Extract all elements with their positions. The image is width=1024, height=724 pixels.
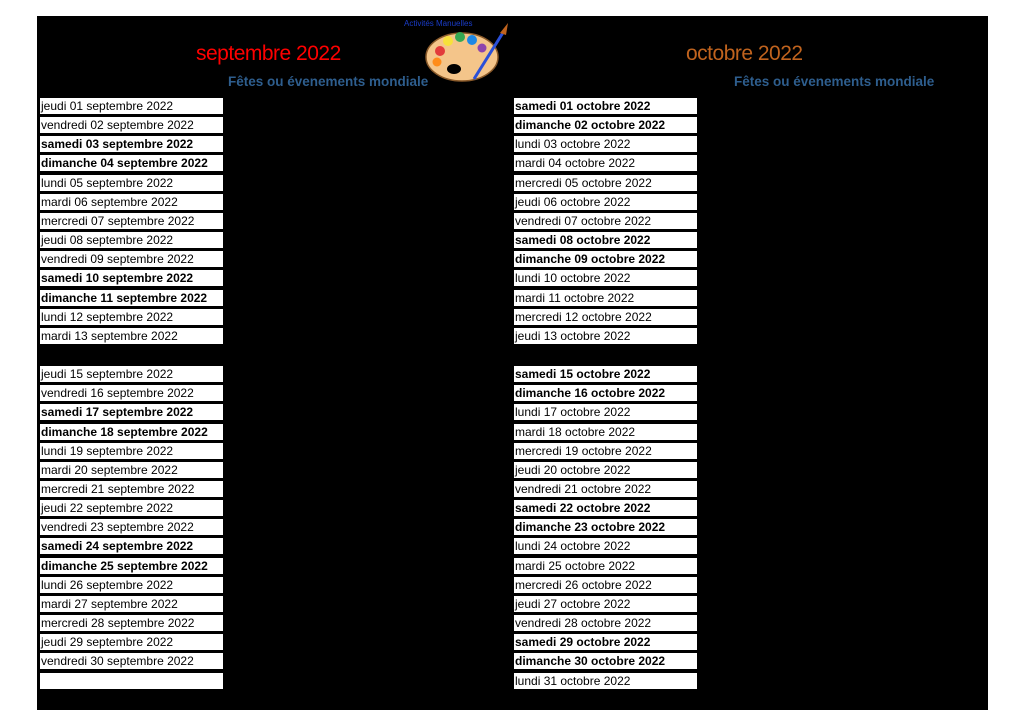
october-day-cell: jeudi 27 octobre 2022 xyxy=(513,595,698,613)
october-day-cell: lundi 31 octobre 2022 xyxy=(513,672,698,690)
september-day-cell: lundi 05 septembre 2022 xyxy=(39,174,224,192)
october-day-cell: dimanche 30 octobre 2022 xyxy=(513,652,698,670)
october-day-cell: lundi 24 octobre 2022 xyxy=(513,537,698,555)
october-day-cell: dimanche 02 octobre 2022 xyxy=(513,116,698,134)
september-day-cell: lundi 19 septembre 2022 xyxy=(39,442,224,460)
september-day-cell: jeudi 15 septembre 2022 xyxy=(39,365,224,383)
september-day-cell: jeudi 08 septembre 2022 xyxy=(39,231,224,249)
october-day-cell: jeudi 06 octobre 2022 xyxy=(513,193,698,211)
october-day-cell: vendredi 07 octobre 2022 xyxy=(513,212,698,230)
october-day-cell: mardi 25 octobre 2022 xyxy=(513,557,698,575)
september-day-cell: samedi 17 septembre 2022 xyxy=(39,403,224,421)
october-day-cell: mardi 18 octobre 2022 xyxy=(513,423,698,441)
september-day-cell: vendredi 23 septembre 2022 xyxy=(39,518,224,536)
october-day-cell: mercredi 26 octobre 2022 xyxy=(513,576,698,594)
september-day-cell: vendredi 02 septembre 2022 xyxy=(39,116,224,134)
september-day-cell: mercredi 28 septembre 2022 xyxy=(39,614,224,632)
september-day-cell: samedi 10 septembre 2022 xyxy=(39,269,224,287)
september-day-cell: mardi 20 septembre 2022 xyxy=(39,461,224,479)
october-day-cell: lundi 03 octobre 2022 xyxy=(513,135,698,153)
september-day-cell: dimanche 04 septembre 2022 xyxy=(39,154,224,172)
october-day-cell: samedi 01 octobre 2022 xyxy=(513,97,698,115)
september-day-cell: mardi 06 septembre 2022 xyxy=(39,193,224,211)
september-day-cell: dimanche 18 septembre 2022 xyxy=(39,423,224,441)
october-day-cell: mercredi 19 octobre 2022 xyxy=(513,442,698,460)
october-day-cell: mardi 04 octobre 2022 xyxy=(513,154,698,172)
october-day-cell: vendredi 21 octobre 2022 xyxy=(513,480,698,498)
october-day-cell: samedi 08 octobre 2022 xyxy=(513,231,698,249)
september-day-cell: samedi 03 septembre 2022 xyxy=(39,135,224,153)
october-day-cell: mercredi 12 octobre 2022 xyxy=(513,308,698,326)
september-day-cell: dimanche 25 septembre 2022 xyxy=(39,557,224,575)
september-day-cell xyxy=(39,672,224,690)
october-day-cell: dimanche 09 octobre 2022 xyxy=(513,250,698,268)
september-day-cell: samedi 24 septembre 2022 xyxy=(39,537,224,555)
september-day-cell: jeudi 01 septembre 2022 xyxy=(39,97,224,115)
october-day-cell: jeudi 20 octobre 2022 xyxy=(513,461,698,479)
october-title: octobre 2022 xyxy=(686,42,803,65)
october-day-cell: samedi 15 octobre 2022 xyxy=(513,365,698,383)
september-day-cell: dimanche 11 septembre 2022 xyxy=(39,289,224,307)
september-day-cell: vendredi 09 septembre 2022 xyxy=(39,250,224,268)
logo-caption: Activités Manuelles xyxy=(404,19,473,28)
october-day-cell: mercredi 05 octobre 2022 xyxy=(513,174,698,192)
september-day-cell: jeudi 22 septembre 2022 xyxy=(39,499,224,517)
september-day-cell: mardi 27 septembre 2022 xyxy=(39,595,224,613)
october-day-cell: lundi 10 octobre 2022 xyxy=(513,269,698,287)
september-day-cell: lundi 12 septembre 2022 xyxy=(39,308,224,326)
october-day-cell: lundi 17 octobre 2022 xyxy=(513,403,698,421)
october-day-cell: mardi 11 octobre 2022 xyxy=(513,289,698,307)
september-day-cell: vendredi 30 septembre 2022 xyxy=(39,652,224,670)
october-day-cell: vendredi 28 octobre 2022 xyxy=(513,614,698,632)
october-day-cell: dimanche 16 octobre 2022 xyxy=(513,384,698,402)
paint-palette-icon xyxy=(400,17,512,83)
september-day-cell: mercredi 07 septembre 2022 xyxy=(39,212,224,230)
september-day-cell: vendredi 16 septembre 2022 xyxy=(39,384,224,402)
september-day-cell: mercredi 21 septembre 2022 xyxy=(39,480,224,498)
september-day-cell: jeudi 29 septembre 2022 xyxy=(39,633,224,651)
october-day-cell: dimanche 23 octobre 2022 xyxy=(513,518,698,536)
september-day-cell: mardi 13 septembre 2022 xyxy=(39,327,224,345)
september-day-cell: lundi 26 septembre 2022 xyxy=(39,576,224,594)
september-title: septembre 2022 xyxy=(196,42,341,65)
october-day-cell: samedi 22 octobre 2022 xyxy=(513,499,698,517)
october-day-cell: samedi 29 octobre 2022 xyxy=(513,633,698,651)
october-subtitle: Fêtes ou évenements mondiale xyxy=(734,74,935,89)
september-subtitle: Fêtes ou évenements mondiale xyxy=(228,74,429,89)
october-day-cell: jeudi 13 octobre 2022 xyxy=(513,327,698,345)
